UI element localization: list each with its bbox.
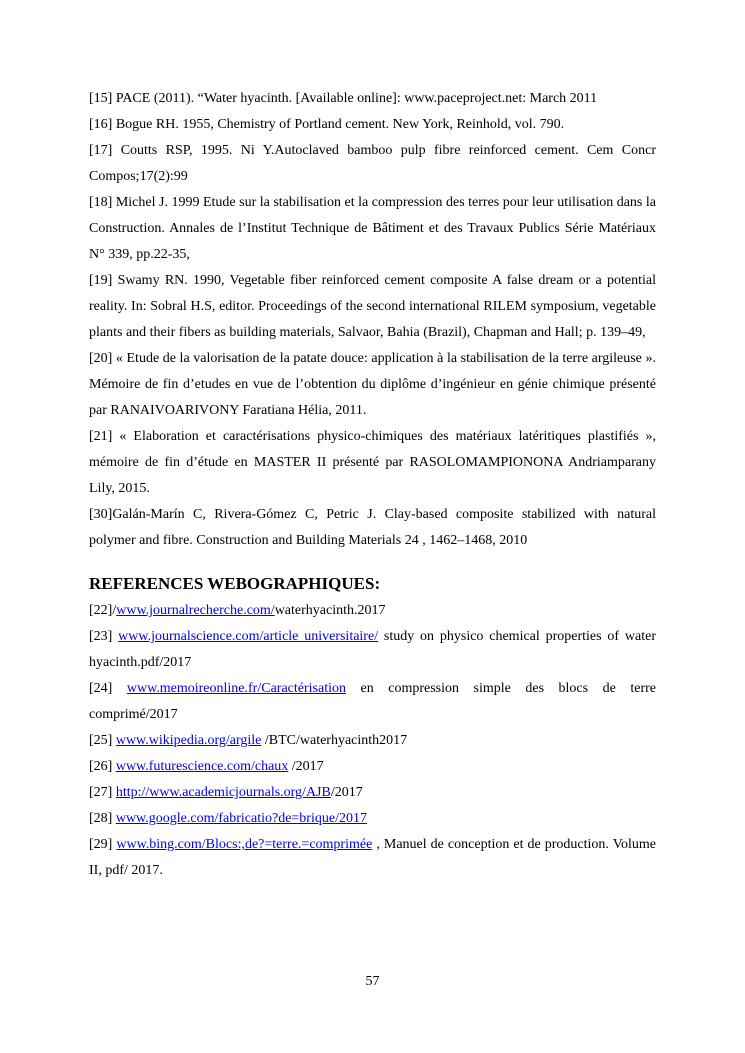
reference-30: [30]Galán-Marín C, Rivera-Gómez C, Petric J. Clay-based composite stabilized with natural polymer and fibre. Construction and Building Materials 24 , 1462–1468, 2010 [89, 507, 656, 548]
web-ref-prefix: [28] [89, 811, 116, 826]
reference-17: [17] Coutts RSP, 1995. Ni Y.Autoclaved bamboo pulp fibre reinforced cement. Cem Concr Compos;17(2):99 [89, 143, 656, 184]
web-ref-link[interactable]: www.bing.com/Blocs:,de?=terre.=comprimée [116, 837, 373, 852]
web-ref-prefix: [29] [89, 837, 117, 852]
web-reference-28 [89, 806, 656, 832]
web-reference-26 [89, 754, 656, 780]
web-ref-suffix: study on physico chemical properties of water hyacinth.pdf/2017 [89, 629, 656, 670]
web-ref-prefix: [24] [89, 681, 127, 696]
web-ref-link[interactable]: www.futurescience.com/chaux [115, 759, 289, 774]
web-reference-23 [89, 624, 656, 676]
web-ref-link[interactable]: www.wikipedia.org/argile [115, 733, 262, 748]
web-references-heading: REFERENCES WEBOGRAPHIQUES: [89, 574, 381, 593]
web-ref-suffix: en compression simple des blocs de terre comprimé/2017 [89, 681, 656, 722]
reference-15: [15] PACE (2011). “Water hyacinth. [Available online]: www.paceproject.net: March 2011 [89, 91, 598, 106]
reference-16: [16] Bogue RH. 1955, Chemistry of Portland cement. New York, Reinhold, vol. 790. [89, 117, 565, 132]
web-ref-prefix: [27] [89, 785, 116, 800]
web-ref-suffix: /2017 [330, 785, 363, 800]
web-ref-suffix: /2017 [288, 759, 324, 774]
web-ref-link[interactable]: http://www.academicjournals.org/AJB [115, 785, 331, 800]
web-ref-prefix: [22]/ [89, 603, 117, 618]
web-ref-prefix: [23] [89, 629, 119, 644]
web-reference-29 [89, 832, 656, 884]
web-ref-prefix: [25] [89, 733, 116, 748]
web-ref-link[interactable]: www.memoireonline.fr/Caractérisation [126, 681, 346, 696]
web-ref-suffix: /BTC/waterhyacinth2017 [261, 733, 408, 748]
web-ref-suffix: , Manuel de conception et de production. Volume II, pdf/ 2017. [89, 837, 657, 878]
web-reference-24 [89, 676, 656, 728]
web-reference-27 [89, 780, 656, 806]
web-ref-prefix: [26] [89, 759, 116, 774]
web-reference-25 [89, 728, 656, 754]
reference-20: [20] « Etude de la valorisation de la patate douce: application à la stabilisation de la terre argileuse ». Mémoire de fin d’etudes en vue de l’obtention du diplôme d’ingénieur en génie chimique présenté par RANAIVOARIVONY Faratiana Hélia, 2011. [89, 351, 656, 418]
reference-19: [19] Swamy RN. 1990, Vegetable fiber reinforced cement composite A false dream or a potential reality. In: Sobral H.S, editor. Proceedings of the second international RILEM symposium, vegetable plants and their fibers as building materials, Salvaor, Bahia (Brazil), Chapman and Hall; p. 139–49, [89, 273, 656, 340]
reference-18: [18] Michel J. 1999 Etude sur la stabilisation et la compression des terres pour leur utilisation dans la Construction. Annales de l’Institut Technique de Bâtiment et des Travaux Publics Série Matériaux N° 339, pp.22-35, [89, 195, 656, 262]
reference-21: [21] « Elaboration et caractérisations physico-chimiques des matériaux latéritiques plastifiés », mémoire de fin d’étude en MASTER II présenté par RASOLOMAMPIONONA Andriamparany Lily, 2015. [89, 429, 656, 496]
page-number: 57 [365, 974, 380, 989]
web-ref-link[interactable]: www.journalrecherche.com/ [116, 603, 275, 618]
web-ref-suffix: waterhyacinth.2017 [274, 603, 386, 618]
web-reference-22 [89, 598, 656, 624]
web-ref-link[interactable]: www.journalscience.com/article universitaire/ [118, 629, 379, 644]
web-ref-link[interactable]: www.google.com/fabricatio?de=brique/2017 [115, 811, 367, 826]
document-body [89, 86, 656, 884]
